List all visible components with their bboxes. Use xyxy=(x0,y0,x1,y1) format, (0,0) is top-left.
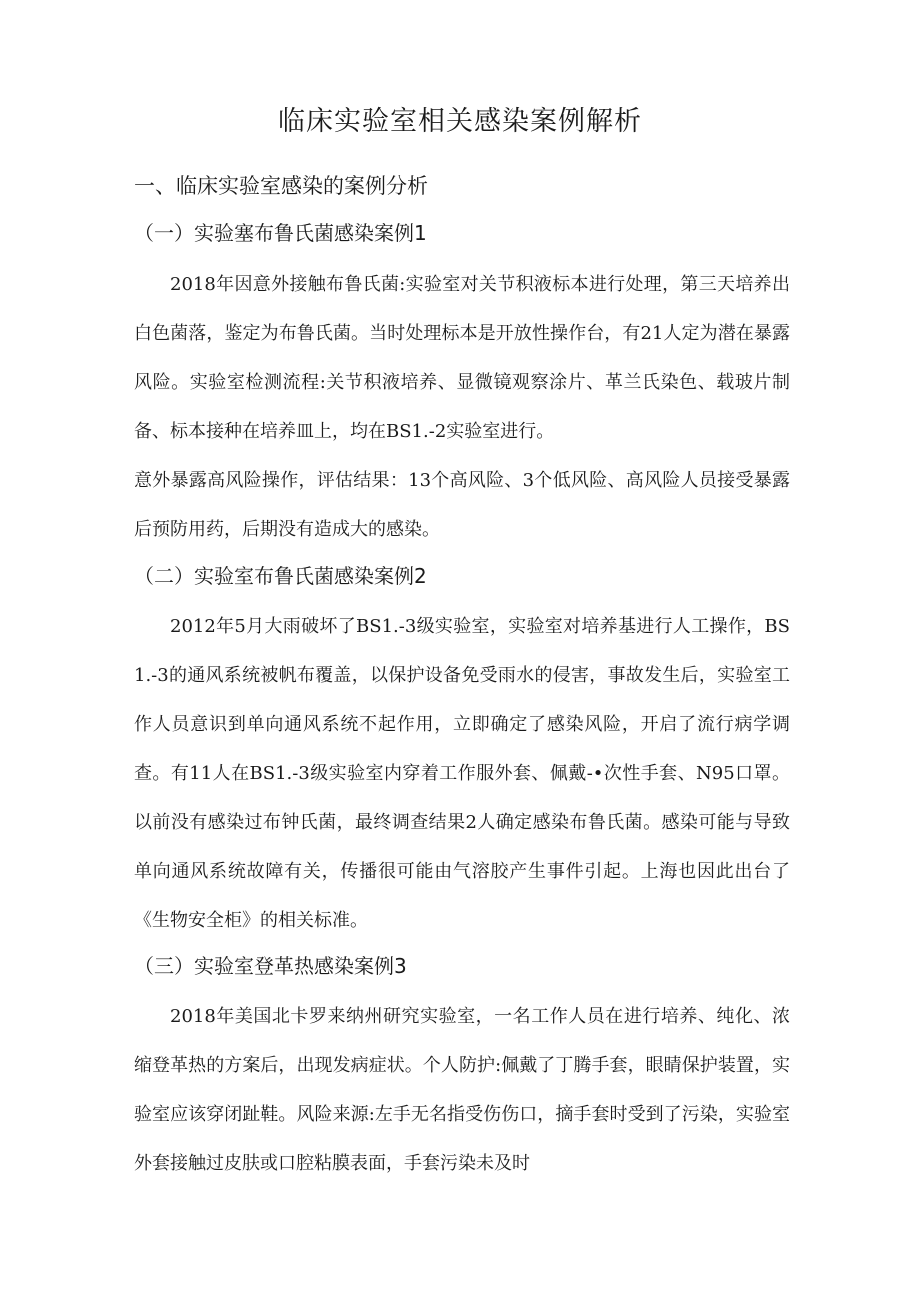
case3-heading: （三）实验室登革热感染案例3 xyxy=(134,954,407,978)
case1-paragraph-1: 2018年因意外接触布鲁氏菌:实验室对关节积液标本进行处理，第三天培养出白色菌落，鉴定为布鲁氏菌。当时处理标本是开放性操作台，有21人定为潜在暴露风险。实验室检测流程:关节积液培养、显微镜观察涂片、革兰氏染色、载玻片制备、标本接种在培养皿上，均在BS1.-2实验室进行。 xyxy=(134,274,790,442)
case2-paragraph-1: 2012年5月大雨破坏了BS1.-3级实验室，实验室对培养基进行人工操作，BS1.-3的通风系统被帆布覆盖，以保护设备免受雨水的侵害，事故发生后，实验室工作人员意识到单向通风系统不起作用，立即确定了感染风险，开启了流行病学调查。有11人在BS1.-3级实验室内穿着工作服外套、佩戴-•次性手套、N95口罩。以前没有感染过布钟氏菌，最终调查结果2人确定感染布鲁氏菌。感染可能与导致单向通风系统故障有关，传播很可能由气溶胶产生事件引起。上海也因此出台了《生物安全柜》的相关标准。 xyxy=(134,616,790,931)
case2-heading: （二）实验室布鲁氏菌感染案例2 xyxy=(134,564,427,588)
document-title: 临床实验室相关感染案例解析 xyxy=(278,106,642,137)
case1-paragraph-2: 意外暴露高风险操作，评估结果：13个高风险、3个低风险、高风险人员接受暴露后预防用药，后期没有造成大的感染。 xyxy=(134,470,790,540)
section-heading-1: 一、临床实验室感染的案例分析 xyxy=(134,174,428,198)
case3-paragraph-1: 2018年美国北卡罗来纳州研究实验室，一名工作人员在进行培养、纯化、浓缩登革热的方案后，出现发病症状。个人防护:佩戴了丁腾手套，眼睛保护装置，实验室应该穿闭趾鞋。风险来源:左手无名指受伤伤口，摘手套时受到了污染，实验室外套接触过皮肤或口腔粘膜表面，手套污染未及时 xyxy=(134,1006,790,1174)
case1-heading: （一）实验塞布鲁氏菌感染案例1 xyxy=(134,221,427,245)
